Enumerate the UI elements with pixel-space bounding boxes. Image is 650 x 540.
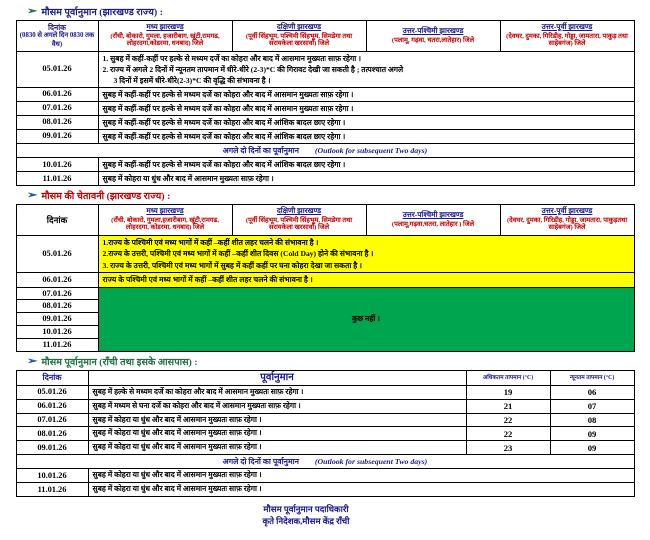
column-header-region-northeast — [500, 21, 634, 52]
date-header-label: दिनांक — [47, 23, 66, 33]
arrow-bullet-icon: ➢ — [26, 355, 38, 367]
region-title: दक्षिणी झारखण्ड — [276, 22, 322, 31]
section-heading-text: मौसम पूर्वानुमान (झारखण्ड राज्य) : — [41, 8, 164, 18]
row-min-temp: 07 — [550, 399, 634, 413]
forecast-line: सुबह में कहीं-कहीं पर हल्के से मध्यम दर्जे का कोहरा और बाद में आंशिक बादल छाए रहेगा । — [102, 117, 346, 127]
table-row — [16, 87, 634, 101]
region-districts: (पूर्वी सिंहभूम, पश्चिमी सिंहभूम, सिमडेगा तथा सरायकेला खरसावाँ) जिले — [245, 32, 353, 48]
row-forecast: सुबह में कोहरा या धुंध और बाद में आसमान मुख्यतः साफ़ रहेगा । — [88, 427, 466, 441]
row-date: 05.01.26 — [16, 385, 88, 399]
row-date: 06.01.26 — [16, 273, 98, 287]
forecast-line: सुबह में कहीं-कहीं पर हल्के से मध्यम दर्जे का कोहरा और बाद में आसमान मुख्यतः साफ़ रहेगा । — [102, 89, 354, 99]
table-header-row — [16, 371, 634, 386]
row-date: 10.01.26 — [16, 326, 98, 339]
row-date: 07.01.26 — [16, 101, 98, 115]
row-forecast — [98, 172, 634, 186]
row-date: 07.01.26 — [16, 287, 98, 300]
region-title: मध्य झारखण्ड — [146, 22, 184, 31]
column-header-forecast: पूर्वानुमान — [88, 371, 466, 386]
table-row — [16, 441, 634, 455]
column-header-region-south — [232, 205, 366, 236]
row-date: 09.01.26 — [16, 129, 98, 143]
section-heading-ranchi-forecast — [28, 355, 646, 368]
date-header-validity: (0830 से अगले दिन 0830 तक वैध) — [19, 32, 95, 48]
column-header-min-temp: न्यूनतम तापमान (°C) — [550, 371, 634, 386]
row-date: 06.01.26 — [16, 87, 98, 101]
row-forecast: सुबह में हल्के से मध्यम दर्जे का कोहरा और बाद में आसमान मुख्यतः साफ़ रहेगा । — [88, 385, 466, 399]
region-districts: (देवघर, दुमका, गिरिडीह, गोड्डा, जामतारा, पाकुड़ तथा साहेबगंज) जिले — [506, 32, 628, 48]
warning-line: राज्य के पश्चिमी एवं मध्य भागों में कहीं –कहीं शीत लहर चलने की संभावना है । — [102, 275, 313, 285]
column-header-region-northeast — [500, 205, 634, 236]
table-row — [16, 427, 634, 441]
row-forecast: सुबह में कोहरा या धुंध और बाद में आसमान मुख्यतः साफ़ रहेगा । — [88, 483, 634, 497]
row-max-temp: 22 — [466, 427, 550, 441]
forecast-line: सुबह में कहीं-कहीं पर हल्के से मध्यम दर्जे का कोहरा और बाद में आसमान मुख्यतः साफ़ रहेगा । — [102, 103, 354, 113]
row-forecast: सुबह में कोहरा या धुंध और बाद में आसमान मुख्यतः साफ़ रहेगा । — [88, 441, 466, 455]
arrow-bullet-icon: ➢ — [26, 189, 38, 201]
column-header-region-northwest — [366, 21, 500, 52]
forecast-line: 3 दिनों में इसमें धीरे-धीरे(2-3)*C की वृद्धि की संभावना है । — [113, 75, 271, 85]
warning-line: 2.राज्य के उत्तरी, पश्चिमी एवं मध्य भागों में कहीं –कहीं शीत दिवस (Cold Day) होने की संभावना है । — [102, 249, 374, 259]
outlook-label-hindi: अगले दो दिनों का पूर्वानुमान — [222, 457, 299, 467]
region-title: उत्तर-पश्चिमी झारखण्ड — [402, 209, 464, 219]
row-date: 07.01.26 — [16, 413, 88, 427]
row-forecast — [98, 101, 634, 115]
row-min-temp: 06 — [550, 385, 634, 399]
table-row — [16, 483, 634, 497]
table-row — [16, 273, 634, 287]
table-row — [16, 158, 634, 172]
table-row — [16, 385, 634, 399]
outlook-label-english: (Outlook for subsequent Two days) — [314, 457, 428, 467]
region-districts: (रॉंची, बोकारो, गुमला, हजारीबाग, खूंटी,रामगढ, लोहरदगा,कोडरमा, धनबाद) जिले — [110, 32, 220, 48]
forecast-line: 2. राज्य में अगले 2 दिनों में न्यूनतम तापमान में धीरे-धीरे (2-3)*C की गिरावट देखी जा सकती है ; तत्पश्चात अगले — [102, 64, 404, 74]
row-forecast — [98, 51, 634, 87]
row-min-temp: 09 — [550, 441, 634, 455]
table-row — [16, 235, 634, 272]
warning-line: 1.राज्य के पश्चिमी एवं मध्य भागों में कहीं –कहीं शीत लहर चलने की संभावना है । — [102, 237, 319, 247]
column-header-date: दिनांक — [16, 205, 98, 236]
column-header-date — [16, 21, 98, 52]
row-forecast — [98, 115, 634, 129]
row-forecast: सुबह में मध्यम से घना दर्जे का कोहरा और बाद में आसमान मुख्यतः साफ़ रहेगा । — [88, 399, 466, 413]
section-heading-state-warning — [28, 189, 646, 202]
column-header-date: दिनांक — [16, 371, 88, 386]
column-header-region-central — [98, 205, 232, 236]
row-forecast: सुबह में कोहरा या धुंध और बाद में आसमान मुख्यतः साफ़ रहेगा । — [88, 413, 466, 427]
forecast-line: सुबह में कहीं-कहीं पर हल्के से मध्यम दर्जे का कोहरा और बाद में आंशिक बादल छाए रहेगा । — [102, 160, 346, 170]
column-header-region-central — [98, 21, 232, 52]
table-row — [16, 101, 634, 115]
region-districts: (रॉंची, बोकारो, गुमला,हजारीबाग, खूंटी,रामगढ, लोहरदगा, कोडरमा, धनबाद) जिले — [111, 216, 219, 232]
section-heading-text: मौसम पूर्वानुमान (रॉंची तथा इसके आसपास) : — [41, 358, 198, 369]
row-forecast — [98, 129, 634, 143]
row-date: 10.01.26 — [16, 469, 88, 483]
row-max-temp: 23 — [466, 441, 550, 455]
section-heading-state-forecast — [28, 5, 646, 18]
outlook-label-english: (Outlook for subsequent Two days) — [314, 145, 428, 155]
table-row — [16, 399, 634, 413]
row-max-temp: 19 — [466, 385, 550, 399]
table-row — [16, 287, 634, 300]
table-header-row — [16, 205, 634, 236]
table-row — [16, 51, 634, 87]
warning-line: 3. राज्य के उत्तरी, पश्चिमी एवं मध्य भागों में सुबह में कहीं कहीं पर घना कोहरा देखा जा सकता है । — [102, 260, 363, 270]
table-row — [16, 172, 634, 186]
row-date: 10.01.26 — [16, 158, 98, 172]
region-districts: (पलामू,गढ़वा,चतरा, लातेहार ) जिले — [391, 220, 475, 228]
table-header-row — [16, 21, 634, 52]
state-forecast-table — [16, 20, 635, 186]
row-forecast — [98, 158, 634, 172]
region-title: दक्षिणी झारखण्ड — [276, 206, 322, 216]
row-max-temp: 22 — [466, 413, 550, 427]
signature-designation: मौसम पूर्वानुमान पदाधिकारी — [263, 504, 349, 515]
row-date: 11.01.26 — [16, 339, 98, 352]
region-districts: (पलामू, गढ़वा, चतरा,लातेहार) जिले — [391, 36, 475, 44]
region-title: उत्तर-पश्चिमी झारखण्ड — [402, 25, 464, 35]
state-warning-table — [16, 204, 635, 352]
table-row — [16, 413, 634, 427]
signature-office: कृते निदेशक,मौसम केंद्र रॉंची — [262, 515, 350, 526]
row-date: 05.01.26 — [16, 235, 98, 272]
row-date: 09.01.26 — [16, 441, 88, 455]
table-row — [16, 129, 634, 143]
column-header-region-northwest — [366, 205, 500, 236]
region-title: उत्तर-पूर्वी झारखण्ड — [541, 22, 593, 31]
region-districts: (देवघर, दुमका, गिरिडीह, गोड्डा, जामतारा, पाकुड़तथा साहेबगंज) जिले — [506, 216, 628, 232]
region-title: उत्तर-पूर्वी झारखण्ड — [541, 206, 593, 216]
outlook-header-row — [16, 455, 634, 469]
row-date: 09.01.26 — [16, 313, 98, 326]
row-date: 08.01.26 — [16, 300, 98, 313]
row-date: 08.01.26 — [16, 115, 98, 129]
row-date: 05.01.26 — [16, 51, 98, 87]
no-warning-cell: कुछ नहीं । — [98, 287, 634, 352]
warning-cell-coldwave — [98, 235, 634, 272]
ranchi-forecast-table — [16, 370, 635, 497]
row-date: 08.01.26 — [16, 427, 88, 441]
forecast-line: सुबह में कहीं-कहीं पर हल्के से मध्यम दर्जे का कोहरा और बाद में आंशिक बादल छाए रहेगा । — [102, 131, 346, 141]
row-min-temp: 08 — [550, 413, 634, 427]
outlook-label-hindi: अगले दो दिनों का पूर्वानुमान — [222, 145, 299, 155]
section-heading-text: मौसम की चेतावनी (झारखण्ड राज्य) : — [41, 192, 171, 203]
table-row — [16, 115, 634, 129]
outlook-header-row — [16, 143, 634, 157]
row-max-temp: 21 — [466, 399, 550, 413]
signature-block — [4, 504, 646, 527]
warning-cell-coldwave — [98, 273, 634, 287]
row-min-temp: 09 — [550, 427, 634, 441]
region-districts: (पूर्वी सिंहभूम, पश्चिमी सिंहभूम, सिमडेगा तथा सरायकेला खरसावाँ) जिले — [245, 216, 353, 232]
row-date: 06.01.26 — [16, 399, 88, 413]
forecast-line: सुबह में कोहरा या धुंध और बाद में आसमान मुख्यतः साफ़ रहेगा । — [102, 174, 274, 184]
row-date: 11.01.26 — [16, 483, 88, 497]
row-forecast — [98, 87, 634, 101]
region-title: मध्य झारखण्ड — [146, 206, 184, 216]
row-date: 11.01.26 — [16, 172, 98, 186]
arrow-bullet-icon: ➢ — [26, 5, 38, 17]
forecast-line: 1. सुबह में कहीं-कहीं पर हल्के से मध्यम दर्जे का कोहरा और बाद में आसमान मुख्यतः साफ़ रहेगा । — [102, 53, 361, 63]
column-header-max-temp: अधिकतम तापमान (°C) — [466, 371, 550, 386]
column-header-region-south — [232, 21, 366, 52]
table-row — [16, 469, 634, 483]
row-forecast: सुबह में कोहरा या धुंध और बाद में आसमान मुख्यतः साफ़ रहेगा । — [88, 469, 634, 483]
outlook-banner — [16, 143, 634, 157]
outlook-banner — [16, 455, 634, 469]
